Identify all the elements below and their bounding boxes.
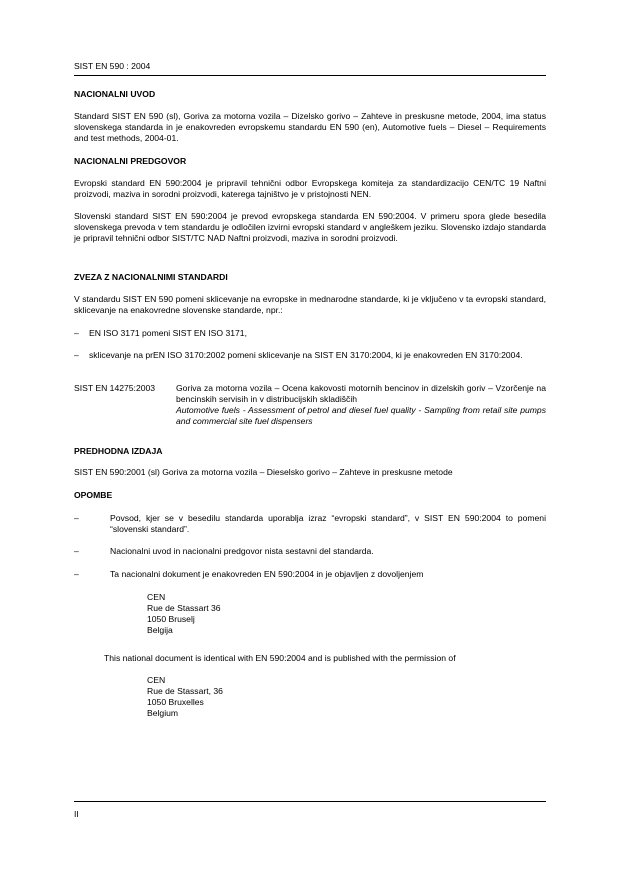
reference-body [176, 383, 546, 427]
cen-address-english: CEN Rue de Stassart, 36 1050 Bruxelles Belgium [147, 675, 223, 718]
footer-rule [74, 801, 546, 802]
english-permission-note: This national document is identical with EN 590:2004 and is published with the permission of [104, 653, 456, 663]
section-predhodna [74, 446, 546, 457]
list-dash: – [74, 350, 79, 360]
section-title-predgovor: NACIONALNI PREDGOVOR [74, 156, 187, 166]
zveza-intro: V standardu SIST EN 590 pomeni sklicevanje na evropske in mednarodne standarde, ki je vključeno v ta evropski standard, sklicevanje na enakovredne slovenske standarde, npr.: [74, 294, 546, 315]
list-dash: – [74, 569, 79, 579]
cen-address-slovene: CEN Rue de Stassart 36 1050 Bruselj Belgija [147, 592, 221, 635]
predgovor-para-2: Slovenski standard SIST EN 590:2004 je prevod evropskega standarda EN 590:2004. V primeru spora glede besedila slovenskega prevoda v tem standardu je odločilen izvirni evropski standard v angleškem jeziku. Slovensko izdajo standarda je pripravil tehnični odbor SIST/TC NAD Naftni proizvodi, maziva in sorodni proizvodi. [74, 211, 546, 243]
section-title-zveza: ZVEZA Z NACIONALNIMI STANDARDI [74, 272, 228, 282]
section-predgovor [74, 156, 546, 167]
predhodna-text: SIST EN 590:2001 (sl) Goriva za motorna vozila – Dieselsko gorivo – Zahteve in preskusne metode [74, 467, 453, 477]
list-dash: – [74, 513, 79, 523]
header-rule [74, 75, 546, 76]
list-dash: – [74, 546, 79, 556]
uvod-text: Standard SIST EN 590 (sl), Goriva za motorna vozila – Dizelsko gorivo – Zahteve in preskusne metode, 2004, ima status slovenskega standarda in je enakovreden evropskemu standardu EN 590 (en), Automotive fuels – Diesel – Requirements and test methods, 2004-01. [74, 111, 546, 143]
reference-english-title: Automotive fuels - Assessment of petrol and diesel fuel quality - Sampling from retail site pumps and commercial site fuel dispensers [176, 405, 546, 426]
reference-title: Goriva za motorna vozila – Ocena kakovosti motornih bencinov in dizelskih goriv – Vzorčenje na bencinskih servisih in v distribucijskih skladiščih [176, 383, 546, 404]
predgovor-para-1: Evropski standard EN 590:2004 je pripravil tehnični odbor Evropskega komiteja za standardizacijo CEN/TC 19 Naftni proizvodi, maziva in sorodni proizvodi, katerega tajništvo je v pristojnosti NEN. [74, 178, 546, 199]
header-standard-code: SIST EN 590 : 2004 [74, 61, 151, 71]
section-uvod [74, 89, 546, 100]
reference-code: SIST EN 14275:2003 [74, 383, 156, 393]
footer-page-number: II [74, 809, 79, 819]
section-opombe [74, 490, 546, 501]
section-title-opombe: OPOMBE [74, 490, 113, 500]
section-uvod-body [74, 111, 546, 144]
section-title-uvod: NACIONALNI UVOD [74, 89, 156, 99]
section-zveza [74, 272, 546, 283]
section-title-predhodna: PREDHODNA IZDAJA [74, 446, 163, 456]
list-dash: – [74, 328, 79, 338]
